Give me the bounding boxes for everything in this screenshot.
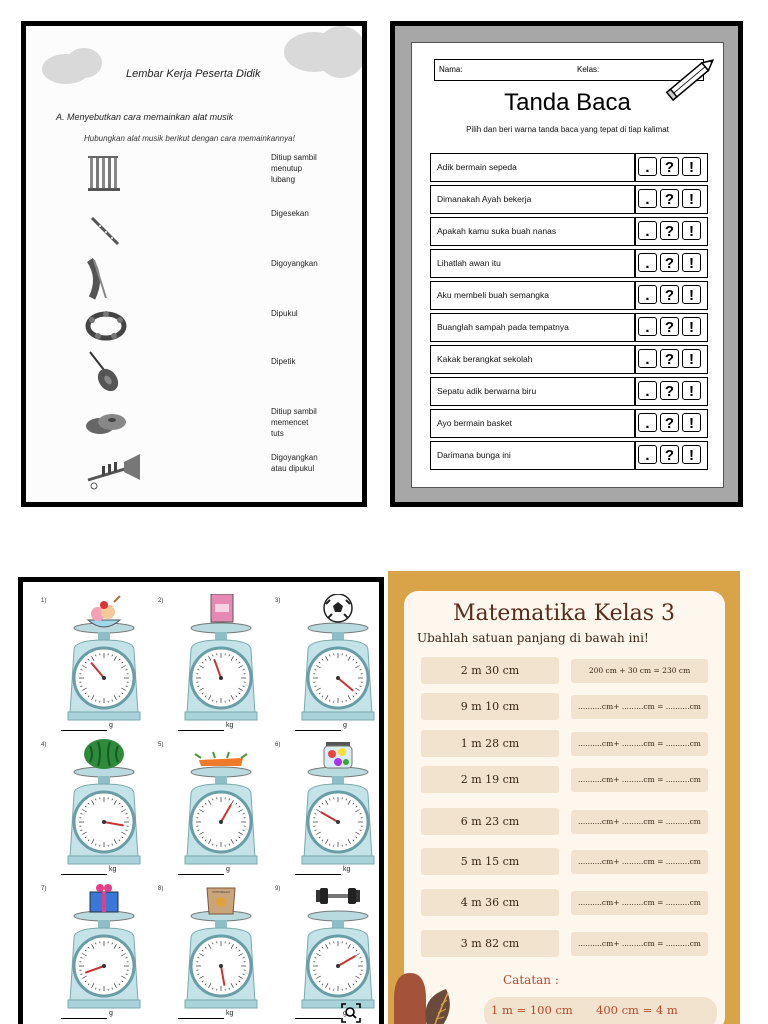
item-number: 1) [41,598,47,604]
question-mark-option[interactable]: ? [660,253,679,272]
conversion-answer[interactable]: ..........cm+ .........cm = ..........cm [571,768,708,792]
exclamation-option[interactable]: ! [682,157,701,176]
method-text: Ditiup sambil menutup lubang [271,153,317,184]
method-text: Digesekan [271,209,309,218]
trumpet-icon [84,450,144,490]
method-text: Digoyangkan [271,259,318,268]
answer-blank[interactable] [61,730,107,731]
answer-blank[interactable] [295,874,341,875]
instruction-text: Pilih dan beri warna tanda baca yang tepat di tiap kalimat [466,125,669,134]
angklung-icon [84,152,126,192]
weight-unit: kg [109,866,117,873]
cloud-decoration [66,48,102,78]
method-text: Dipukul [271,309,298,318]
answer-blank[interactable] [295,1018,341,1019]
exclamation-option[interactable]: ! [682,349,701,368]
item-number: 9) [275,886,281,892]
instruction-text: Hubungkan alat musik berikut dengan cara memainkannya! [84,134,295,143]
length-value: 3 m 82 cm [421,930,559,957]
candy-jar-icon [288,738,384,878]
exclamation-option[interactable]: ! [682,221,701,240]
class-label: Kelas: [577,65,600,74]
weight-unit: kg [226,722,234,729]
cymbals-icon [84,406,126,446]
weight-unit: g [343,1010,347,1017]
length-value: 2 m 19 cm [421,766,559,793]
period-option[interactable]: . [638,445,657,464]
sentence-row [430,313,708,342]
sentence-text: Darimana bunga ini [437,450,511,460]
watermelon-icon [54,738,154,878]
worksheet-weight-scales[interactable] [18,577,384,1024]
weight-unit: kg [343,866,351,873]
worksheet-math-class3[interactable] [388,571,740,1024]
conversion-answer[interactable]: ..........cm+ .........cm = ..........cm [571,732,708,756]
exclamation-option[interactable]: ! [682,253,701,272]
length-value: 5 m 15 cm [421,848,559,875]
gift-box-icon [54,882,154,1022]
sentence-text: Apakah kamu suka buah nanas [437,226,557,236]
item-number: 6) [275,742,281,748]
worksheet-sheet [411,42,724,488]
question-mark-option[interactable]: ? [660,349,679,368]
item-number: 7) [41,886,47,892]
question-mark-option[interactable]: ? [660,189,679,208]
conversion-answer[interactable]: ..........cm+ .........cm = ..........cm [571,932,708,956]
carrots-icon [171,738,271,878]
conversion-answer[interactable]: ..........cm+ .........cm = ..........cm [571,891,708,915]
period-option[interactable]: . [638,253,657,272]
length-value: 6 m 23 cm [421,808,559,835]
question-mark-option[interactable]: ? [660,317,679,336]
length-value: 4 m 36 cm [421,889,559,916]
conversion-answer[interactable]: ..........cm+ .........cm = ..........cm [571,695,708,719]
weight-unit: g [109,722,113,729]
row-divider [634,346,636,373]
answer-blank[interactable] [178,1018,224,1019]
answer-blank[interactable] [61,1018,107,1019]
cloud-decoration [316,26,366,78]
question-mark-option[interactable]: ? [660,157,679,176]
exclamation-option[interactable]: ! [682,381,701,400]
exclamation-option[interactable]: ! [682,189,701,208]
worksheet-title: Tanda Baca [504,89,631,116]
sentence-text: Dimanakah Ayah bekerja [437,194,532,204]
sentence-row [430,249,708,278]
conversion-answer[interactable]: ..........cm+ .........cm = ..........cm [571,810,708,834]
violin-icon [84,348,126,388]
period-option[interactable]: . [638,189,657,208]
answer-blank[interactable] [61,874,107,875]
row-divider [634,282,636,309]
flour-bag-icon [171,882,271,1022]
book-icon [171,594,271,734]
sentence-text: Adik bermain sepeda [437,162,517,172]
method-text: Digoyangkan atau dipukul [271,453,318,473]
length-value: 9 m 10 cm [421,693,559,720]
row-divider [634,218,636,245]
sentence-text: Lihatlah awan itu [437,258,501,268]
weight-unit: g [226,866,230,873]
method-text: Ditiup sambil memencet tuts [271,407,317,438]
exclamation-option[interactable]: ! [682,317,701,336]
dumbbell-icon [288,882,384,1022]
item-number: 3) [275,598,281,604]
row-divider [634,250,636,277]
sentence-row [430,441,708,470]
worksheet-title: Matematika Kelas 3 [452,601,676,626]
item-number: 2) [158,598,164,604]
flute-icon [84,206,126,246]
exclamation-option[interactable]: ! [682,413,701,432]
sentence-text: Sepatu adik berwarna biru [437,386,537,396]
period-option[interactable]: . [638,157,657,176]
note-2: 400 cm = 4 m [596,1003,678,1017]
answer-blank[interactable] [295,730,341,731]
length-value: 1 m 28 cm [421,730,559,757]
row-divider [634,154,636,181]
instruction-text: Ubahlah satuan panjang di bawah ini! [417,631,649,645]
question-mark-option[interactable]: ? [660,381,679,400]
zoom-search-icon[interactable] [340,1002,362,1024]
note-label: Catatan : [503,973,559,987]
question-mark-option[interactable]: ? [660,285,679,304]
period-option[interactable]: . [638,413,657,432]
sentence-text: Buanglah sampah pada tempatnya [437,322,569,332]
answer-blank[interactable] [178,730,224,731]
soccer-ball-icon [288,594,384,734]
period-option[interactable]: . [638,349,657,368]
length-value: 2 m 30 cm [421,657,559,684]
weight-unit: g [343,722,347,729]
period-option[interactable]: . [638,381,657,400]
worksheet-title: Lembar Kerja Peserta Didik [126,68,261,80]
leaf-decoration-icon [388,969,484,1024]
question-mark-option[interactable]: ? [660,413,679,432]
question-mark-option[interactable]: ? [660,445,679,464]
exclamation-option[interactable]: ! [682,445,701,464]
sentence-text: Kakak berangkat sekolah [437,354,533,364]
worksheet-music-instruments[interactable] [21,21,367,507]
section-heading: A. Menyebutkan cara memainkan alat musik [56,112,234,122]
period-option[interactable]: . [638,221,657,240]
period-option[interactable]: . [638,285,657,304]
sentence-row [430,153,708,182]
exclamation-option[interactable]: ! [682,285,701,304]
worksheet-punctuation[interactable] [390,21,743,507]
row-divider [634,314,636,341]
sentence-row [430,345,708,374]
tambourine-icon [84,304,126,344]
row-divider [634,378,636,405]
bag-label: POTONGAN [212,890,230,894]
kolintang-icon [84,254,126,294]
conversion-answer[interactable]: 200 cm + 30 cm = 230 cm [571,659,708,683]
period-option[interactable]: . [638,317,657,336]
method-text: Dipetik [271,357,296,366]
row-divider [634,442,636,469]
sentence-text: Aku membeli buah semangka [437,290,549,300]
sentence-text: Ayo bermain basket [437,418,512,428]
answer-blank[interactable] [178,874,224,875]
weight-unit: kg [226,1010,234,1017]
note-1: 1 m = 100 cm [491,1003,573,1017]
item-number: 5) [158,742,164,748]
name-label: Nama: [439,65,463,74]
item-number: 4) [41,742,47,748]
item-number: 8) [158,886,164,892]
row-divider [634,410,636,437]
sentence-row [430,377,708,406]
question-mark-option[interactable]: ? [660,221,679,240]
conversion-answer[interactable]: ..........cm+ .........cm = ..........cm [571,850,708,874]
row-divider [634,186,636,213]
sentence-row [430,409,708,438]
ice-cream-icon [54,594,154,734]
weight-unit: g [109,1010,113,1017]
sentence-row [430,217,708,246]
sentence-row [430,185,708,214]
sentence-row [430,281,708,310]
